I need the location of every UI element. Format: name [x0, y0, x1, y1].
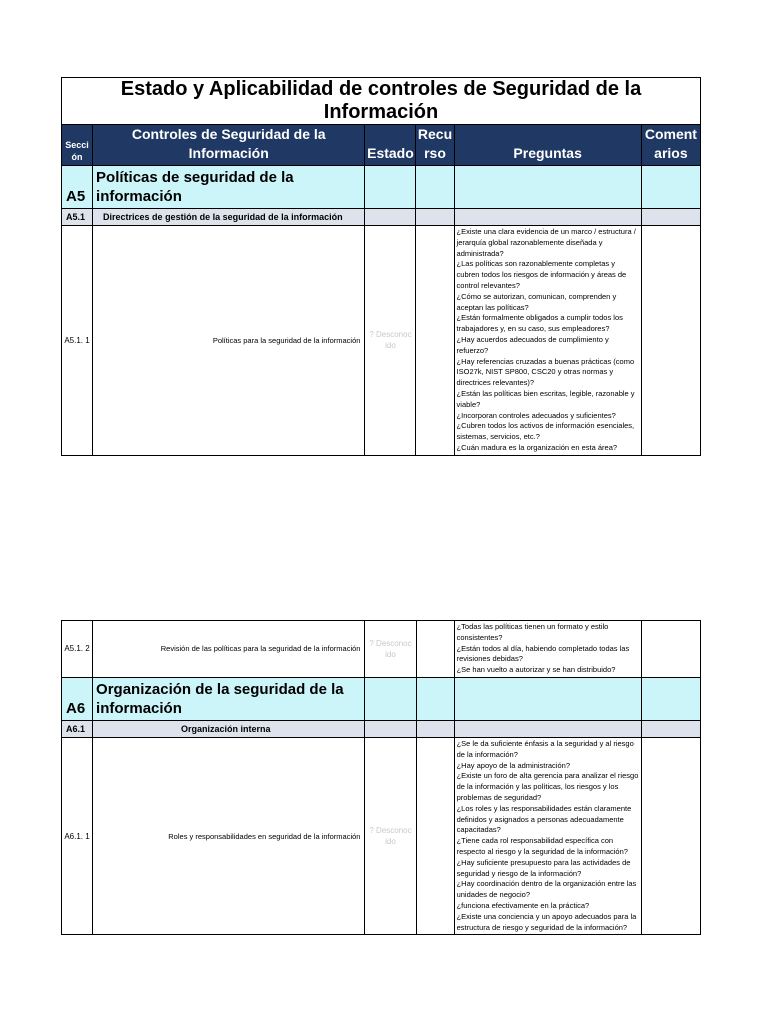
recurso-cell[interactable] — [416, 226, 454, 456]
section-recurso-cell[interactable] — [416, 166, 454, 209]
page-title: Estado y Aplicabilidad de controles de Seguridad de la Información — [62, 78, 701, 125]
control-name: Revisión de las políticas para la seguridad de la información — [93, 621, 365, 678]
section-preguntas-cell — [454, 166, 641, 209]
recurso-cell[interactable] — [416, 621, 454, 678]
title-row — [62, 78, 701, 125]
control-row-a5-1-2 — [62, 621, 701, 678]
subsection-code: A5.1 — [62, 209, 93, 226]
control-code: A6.1. 1 — [62, 737, 93, 934]
control-row-a5-1-1 — [62, 226, 701, 456]
section-estado-cell[interactable] — [365, 166, 416, 209]
header-controles: Controles de Seguridad de la Información — [93, 125, 365, 166]
section-code: A5 — [62, 166, 93, 209]
section-comentarios-cell[interactable] — [641, 166, 700, 209]
section-row-a6 — [62, 677, 701, 720]
comentarios-cell[interactable] — [641, 226, 700, 456]
control-code: A5.1. 1 — [62, 226, 93, 456]
header-comentarios: Coment arios — [641, 125, 700, 166]
header-estado: Estado — [365, 125, 416, 166]
controls-table-page-1 — [61, 77, 701, 456]
header-recurso: Recu rso — [416, 125, 454, 166]
comentarios-cell[interactable] — [641, 621, 700, 678]
subsection-row-a6-1 — [62, 720, 701, 737]
preguntas-cell: ¿Existe una clara evidencia de un marco / estructura / jerarquía global razonablemente diseñada y administrada? ¿Las políticas son razonablemente completas y cubren todos los riesgos de información y áreas de control relevantes? ¿Cómo se autorizan, comunican, comprenden y aceptan las políticas? ¿Están formalmente obligados a cumplir todos los trabajadores y, en su caso, sus empleadores? ¿Hay acuerdos adecuados de cumplimiento y refuerzo? ¿Hay referencias cruzadas a buenas prácticas (como ISO27k, NIST SP800, CSC20 y otras normas y directrices relevantes)? ¿Están las políticas bien escritas, legible, razonable y viable? ¿Incorporan controles adecuados y suficientes? ¿Cubren todos los activos de información esenciales, sistemas, servicios, etc.? ¿Cuán madura es la organización en esta área? — [454, 226, 641, 456]
control-name: Políticas para la seguridad de la información — [93, 226, 365, 456]
section-comentarios-cell[interactable] — [641, 677, 700, 720]
control-row-a6-1-1 — [62, 737, 701, 934]
estado-cell[interactable]: ? Desconoc ido — [365, 737, 416, 934]
header-row — [62, 125, 701, 166]
subsection-code: A6.1 — [62, 720, 93, 737]
subsection-label: Directrices de gestión de la seguridad de la información — [93, 209, 365, 226]
section-preguntas-cell — [454, 677, 641, 720]
section-estado-cell[interactable] — [365, 677, 416, 720]
section-recurso-cell[interactable] — [416, 677, 454, 720]
header-seccion: Secci ón — [62, 125, 93, 166]
controls-table-page-2 — [61, 620, 701, 935]
estado-cell[interactable]: ? Desconoc ido — [365, 621, 416, 678]
control-code: A5.1. 2 — [62, 621, 93, 678]
section-name: Organización de la seguridad de la información — [93, 677, 365, 720]
header-preguntas: Preguntas — [454, 125, 641, 166]
section-row-a5 — [62, 166, 701, 209]
subsection-label: Organización interna — [93, 720, 365, 737]
preguntas-cell: ¿Todas las políticas tienen un formato y estilo consistentes? ¿Están todos al día, habiendo completado todas las revisiones debidas? ¿Se han vuelto a autorizar y se han distribuido? — [454, 621, 641, 678]
section-code: A6 — [62, 677, 93, 720]
estado-cell[interactable]: ? Desconoc ido — [365, 226, 416, 456]
comentarios-cell[interactable] — [641, 737, 700, 934]
subsection-row-a5-1 — [62, 209, 701, 226]
recurso-cell[interactable] — [416, 737, 454, 934]
preguntas-cell: ¿Se le da suficiente énfasis a la seguridad y al riesgo de la información? ¿Hay apoyo de la administración? ¿Existe un foro de alta gerencia para analizar el riesgo de la información y las políticas, los riesgos y los problemas de seguridad? ¿Los roles y las responsabilidades están claramente definidos y asignados a personas adecuadamente capacitadas? ¿Tiene cada rol responsabilidad específica con respecto al riesgo y la seguridad de la información? ¿Hay suficiente presupuesto para las actividades de seguridad y riesgo de la información? ¿Hay coordinación dentro de la organización entre las unidades de negocio? ¿funciona efectivamente en la práctica? ¿Existe una conciencia y un apoyo adecuados para la estructura de riesgo y seguridad de la información? — [454, 737, 641, 934]
section-name: Políticas de seguridad de la información — [93, 166, 365, 209]
control-name: Roles y responsabilidades en seguridad de la información — [93, 737, 365, 934]
